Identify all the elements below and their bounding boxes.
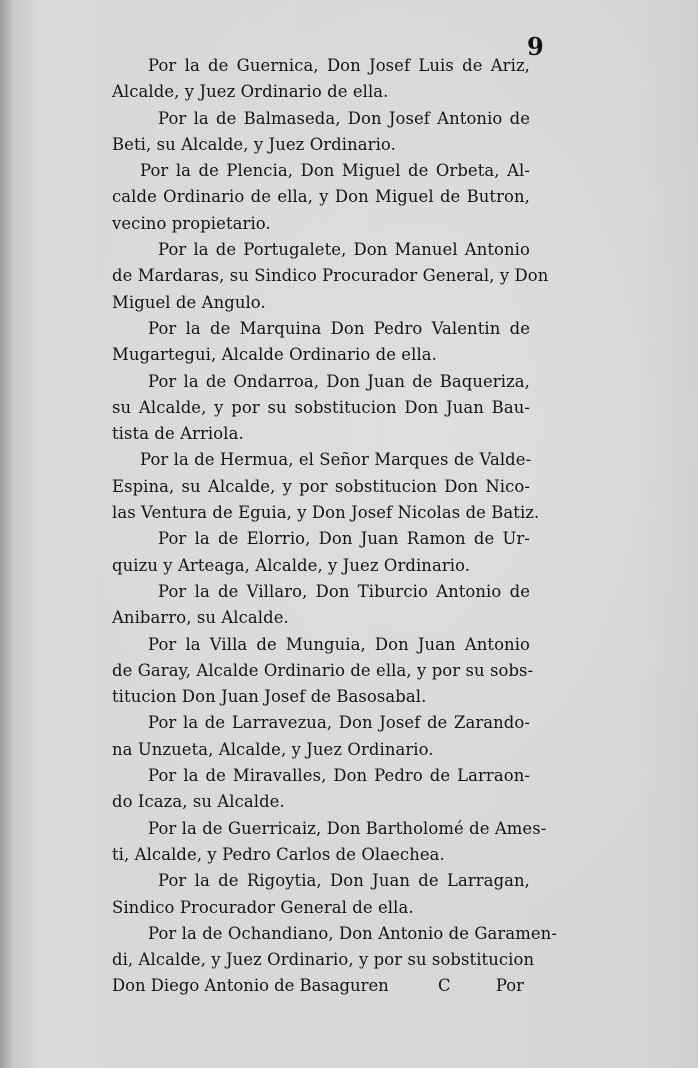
page-number: 9 [527, 32, 544, 61]
text-line: Mugartegui, Alcalde Ordinario de ella. [112, 345, 437, 365]
text-line: na Unzueta, Alcalde, y Juez Ordinario. [112, 739, 434, 759]
text-line: Beti, su Alcalde, y Juez Ordinario. [112, 134, 396, 154]
text-line: tista de Arriola. [112, 424, 244, 444]
text-line: Espina, su Alcalde, y por sobstitucion Don Nico- [112, 476, 530, 496]
text-line: Alcalde, y Juez Ordinario de ella. [112, 82, 389, 102]
text-line: Por la de Marquina Don Pedro Valentin de [148, 318, 530, 338]
final-line [112, 973, 530, 999]
text-line: Por la de Elorrio, Don Juan Ramon de Ur- [158, 529, 530, 549]
text-line: su Alcalde, y por su sobstitucion Don Juan Bau- [112, 397, 530, 417]
text-line: de Garay, Alcalde Ordinario de ella, y por su sobs- [112, 660, 534, 680]
text-line: Por la de Guerricaiz, Don Bartholomé de Ames- [148, 818, 547, 838]
text-line: Por la de Balmaseda, Don Josef Antonio de [158, 108, 530, 128]
text-block [112, 53, 557, 1000]
text-line: Por la de Hermua, el Señor Marques de Valde- [140, 450, 532, 470]
text-line: Por la de Ochandiano, Don Antonio de Garamen- [148, 923, 557, 943]
text-line: Miguel de Angulo. [112, 292, 266, 312]
text-line: titucion Don Juan Josef de Basosabal. [112, 687, 427, 707]
final-line-text: Don Diego Antonio de Basaguren [112, 976, 389, 996]
text-line: Por la Villa de Munguia, Don Juan Antonio [148, 634, 530, 654]
text-line: Por la de Guernica, Don Josef Luis de Ariz, [148, 56, 530, 75]
text-line: ti, Alcalde, y Pedro Carlos de Olaechea. [112, 844, 445, 864]
text-line: Anibarro, su Alcalde. [112, 608, 289, 628]
text-line: calde Ordinario de ella, y Don Miguel de Butron, [112, 187, 530, 207]
text-line: Por la de Larravezua, Don Josef de Zarando- [148, 713, 530, 733]
catchword: Por [495, 976, 524, 996]
text-line: Por la de Portugalete, Don Manuel Antonio [158, 240, 530, 260]
text-line: di, Alcalde, y Juez Ordinario, y por su sobstitucion [112, 950, 535, 970]
text-line: las Ventura de Eguia, y Don Josef Nicolas de Batiz. [112, 503, 540, 523]
text-line: do Icaza, su Alcalde. [112, 792, 285, 812]
text-line: de Mardaras, su Sindico Procurador General, y Don [112, 266, 549, 286]
text-line: Por la de Rigoytia, Don Juan de Larragan, [158, 871, 530, 891]
text-line: vecino propietario. [112, 213, 271, 233]
text-line: Por la de Ondarroa, Don Juan de Baqueriza, [148, 371, 530, 391]
text-line: Por la de Villaro, Don Tiburcio Antonio de [158, 581, 530, 601]
text-line: Por la de Miravalles, Don Pedro de Larraon- [148, 766, 530, 786]
signature-mark: C [438, 976, 451, 996]
text-line: quizu y Arteaga, Alcalde, y Juez Ordinario. [112, 555, 471, 575]
text-line: Sindico Procurador General de ella. [112, 897, 414, 917]
text-line: Por la de Plencia, Don Miguel de Orbeta, Al- [140, 161, 530, 181]
